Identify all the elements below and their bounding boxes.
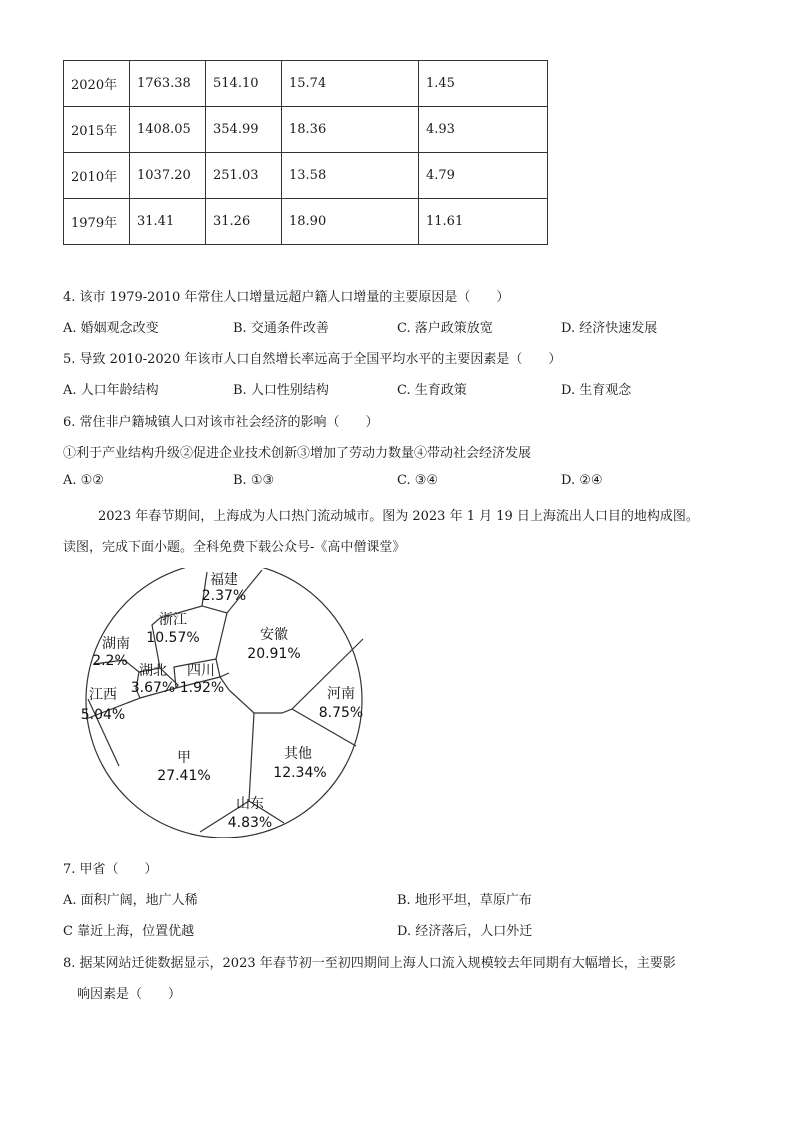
label-henan: 河南	[327, 686, 355, 702]
label-zhejiang: 浙江	[159, 612, 187, 628]
population-table	[63, 60, 548, 245]
q7-option-a[interactable]: A. 面积广阔，地广人稀	[63, 893, 198, 908]
passage-line-2: 读图，完成下面小题。全科免费下载公众号-《高中僧课堂》	[63, 540, 406, 555]
question-8-stem-line-2: 响因素是（ ）	[77, 987, 182, 1002]
table-row	[64, 61, 548, 107]
q4-option-a[interactable]: A. 婚姻观念改变	[63, 321, 159, 336]
table-cell: 4.93	[419, 107, 548, 153]
value-other: 12.34%	[273, 765, 327, 781]
question-6-items: ①利于产业结构升级②促进企业技术创新③增加了劳动力数量④带动社会经济发展	[63, 446, 532, 461]
q4-option-c[interactable]: C. 落户政策放宽	[397, 321, 493, 336]
q5-option-c[interactable]: C. 生育政策	[397, 383, 467, 398]
value-hubei: 3.67%	[130, 680, 176, 696]
table-cell: 18.36	[282, 107, 419, 153]
q4-option-b[interactable]: B. 交通条件改善	[233, 321, 329, 336]
q6-option-b[interactable]: B. ①③	[233, 473, 275, 488]
q5-option-d[interactable]: D. 生育观念	[561, 383, 632, 398]
table-cell: 11.61	[419, 199, 548, 245]
table-row	[64, 107, 548, 153]
q6-option-c[interactable]: C. ③④	[397, 473, 439, 488]
table-cell: 2010年	[64, 153, 130, 199]
value-anhui: 20.91%	[247, 646, 301, 662]
value-shandong: 4.83%	[227, 815, 273, 831]
q4-option-d[interactable]: D. 经济快速发展	[561, 321, 658, 336]
value-jia: 27.41%	[157, 768, 211, 784]
question-6-stem: 6. 常住非户籍城镇人口对该市社会经济的影响（ ）	[63, 415, 379, 430]
q5-option-b[interactable]: B. 人口性别结构	[233, 383, 329, 398]
label-sichuan: 四川	[187, 663, 215, 679]
label-shandong: 山东	[236, 796, 264, 812]
value-jiangxi: 5.04%	[80, 707, 126, 723]
table-cell: 15.74	[282, 61, 419, 107]
value-henan: 8.75%	[318, 705, 364, 721]
q7-option-c[interactable]: C 靠近上海，位置优越	[63, 924, 195, 939]
value-hunan: 2.2%	[92, 653, 128, 669]
label-hunan: 湖南	[102, 636, 130, 652]
destination-pie-chart	[76, 568, 376, 838]
value-sichuan: 1.92%	[179, 680, 225, 696]
table-cell: 31.26	[206, 199, 282, 245]
table-cell: 1408.05	[130, 107, 206, 153]
table-cell: 1037.20	[130, 153, 206, 199]
question-7-stem: 7. 甲省（ ）	[63, 862, 158, 877]
table-cell: 251.03	[206, 153, 282, 199]
table-cell: 1763.38	[130, 61, 206, 107]
label-anhui: 安徽	[260, 627, 288, 643]
label-jiangxi: 江西	[89, 687, 117, 703]
question-5-stem: 5. 导致 2010-2020 年该市人口自然增长率远高于全国平均水平的主要因素是（ ）	[63, 352, 562, 367]
q6-option-a[interactable]: A. ①②	[63, 473, 104, 488]
table-cell: 2020年	[64, 61, 130, 107]
q7-option-b[interactable]: B. 地形平坦，草原广布	[397, 893, 532, 908]
table-cell: 4.79	[419, 153, 548, 199]
table-cell: 1979年	[64, 199, 130, 245]
label-hubei: 湖北	[139, 663, 167, 679]
passage-line-1: 2023 年春节期间，上海成为人口热门流动城市。图为 2023 年 1 月 19 日上海流出人口目的地构成图。	[98, 509, 699, 524]
table-cell: 354.99	[206, 107, 282, 153]
q6-option-d[interactable]: D. ②④	[561, 473, 603, 488]
question-8-stem-line-1: 8. 据某网站迁徙数据显示，2023 年春节初一至初四期间上海人口流入规模较去年同期有大幅增长，主要影	[63, 956, 676, 971]
table-cell: 18.90	[282, 199, 419, 245]
value-fujian: 2.37%	[201, 588, 247, 604]
table-cell: 2015年	[64, 107, 130, 153]
table-cell: 514.10	[206, 61, 282, 107]
value-zhejiang: 10.57%	[146, 630, 200, 646]
table-cell: 31.41	[130, 199, 206, 245]
table-cell: 1.45	[419, 61, 548, 107]
label-other: 其他	[284, 746, 312, 762]
q5-option-a[interactable]: A. 人口年龄结构	[63, 383, 159, 398]
q7-option-d[interactable]: D. 经济落后，人口外迁	[397, 924, 533, 939]
table-cell: 13.58	[282, 153, 419, 199]
label-fujian: 福建	[210, 572, 238, 588]
label-jia: 甲	[177, 750, 191, 766]
question-4-stem: 4. 该市 1979-2010 年常住人口增量远超户籍人口增量的主要原因是（ ）	[63, 290, 510, 305]
table-row	[64, 153, 548, 199]
table-row	[64, 199, 548, 245]
